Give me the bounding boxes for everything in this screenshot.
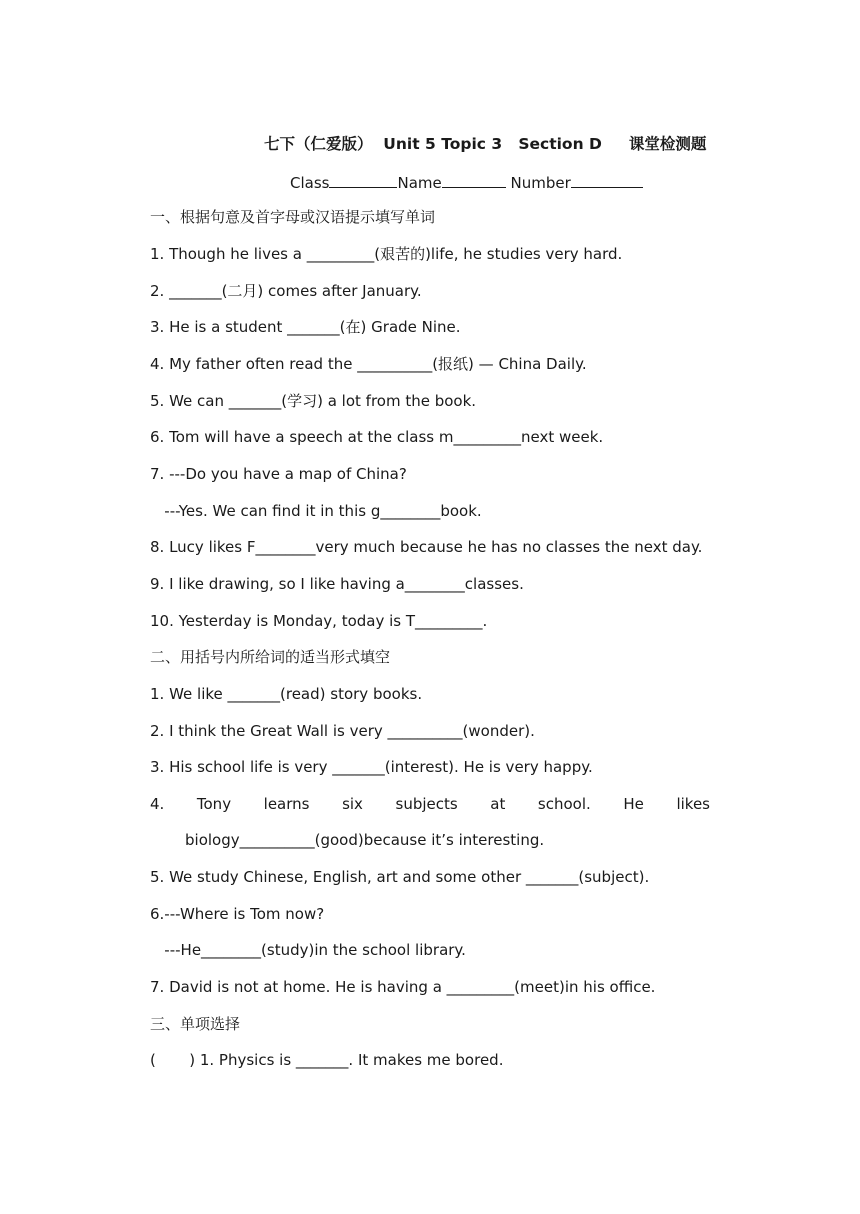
question-item: 2. _______(二月) comes after January. bbox=[150, 282, 422, 300]
question-item: 1. We like _______(read) story books. bbox=[150, 685, 423, 703]
question-item: 6. Tom will have a speech at the class m_________next week. bbox=[150, 428, 604, 446]
question-item: 4. My father often read the __________(报纸) — China Daily. bbox=[150, 355, 587, 373]
question-item-continued: biology__________(good)because it’s interesting. bbox=[185, 831, 545, 849]
question-item: 8. Lucy likes F________very much because he has no classes the next day. bbox=[150, 538, 703, 556]
word: learns bbox=[263, 795, 310, 813]
name-label: Name bbox=[397, 174, 442, 192]
word: subjects bbox=[395, 795, 458, 813]
class-label: Class bbox=[290, 174, 330, 192]
question-item: 7. ---Do you have a map of China? bbox=[150, 465, 407, 483]
number-label: Number bbox=[505, 174, 571, 192]
question-item: 2. I think the Great Wall is very __________(wonder). bbox=[150, 722, 535, 740]
question-item: 9. I like drawing, so I like having a________classes. bbox=[150, 575, 524, 593]
word: Tony bbox=[196, 795, 232, 813]
question-item: 7. David is not at home. He is having a _________(meet)in his office. bbox=[150, 978, 656, 996]
word: school. bbox=[537, 795, 591, 813]
word: likes bbox=[676, 795, 710, 813]
question-item: 5. We study Chinese, English, art and some other _______(subject). bbox=[150, 868, 650, 886]
question-item: 3. His school life is very _______(interest). He is very happy. bbox=[150, 758, 593, 776]
student-info-row bbox=[290, 171, 643, 193]
word: 4. bbox=[150, 795, 165, 813]
section-heading-1: 一、根据句意及首字母或汉语提示填写单词 bbox=[150, 208, 436, 226]
class-blank bbox=[329, 171, 397, 188]
name-blank bbox=[442, 171, 506, 188]
word: six bbox=[342, 795, 363, 813]
word: at bbox=[490, 795, 506, 813]
word: He bbox=[623, 795, 644, 813]
section-heading-3: 三、单项选择 bbox=[150, 1015, 241, 1033]
question-item-continued: ---Yes. We can find it in this g________book. bbox=[150, 502, 482, 520]
question-item-justified bbox=[150, 794, 710, 814]
question-item: 1. Though he lives a _________(艰苦的)life, he studies very hard. bbox=[150, 245, 623, 263]
section-heading-2: 二、用括号内所给词的适当形式填空 bbox=[150, 648, 391, 666]
page-title: 七下（仁爱版） Unit 5 Topic 3 Section D 课堂检测题 bbox=[264, 135, 707, 153]
question-item-continued: ---He________(study)in the school library. bbox=[150, 941, 466, 959]
question-item: 3. He is a student _______(在) Grade Nine. bbox=[150, 318, 461, 336]
question-item: ( ) 1. Physics is _______. It makes me bored. bbox=[150, 1051, 504, 1069]
question-item: 5. We can _______(学习) a lot from the book. bbox=[150, 392, 477, 410]
question-item: 6.---Where is Tom now? bbox=[150, 905, 325, 923]
question-item: 10. Yesterday is Monday, today is T_________. bbox=[150, 612, 488, 630]
number-blank bbox=[571, 171, 643, 188]
